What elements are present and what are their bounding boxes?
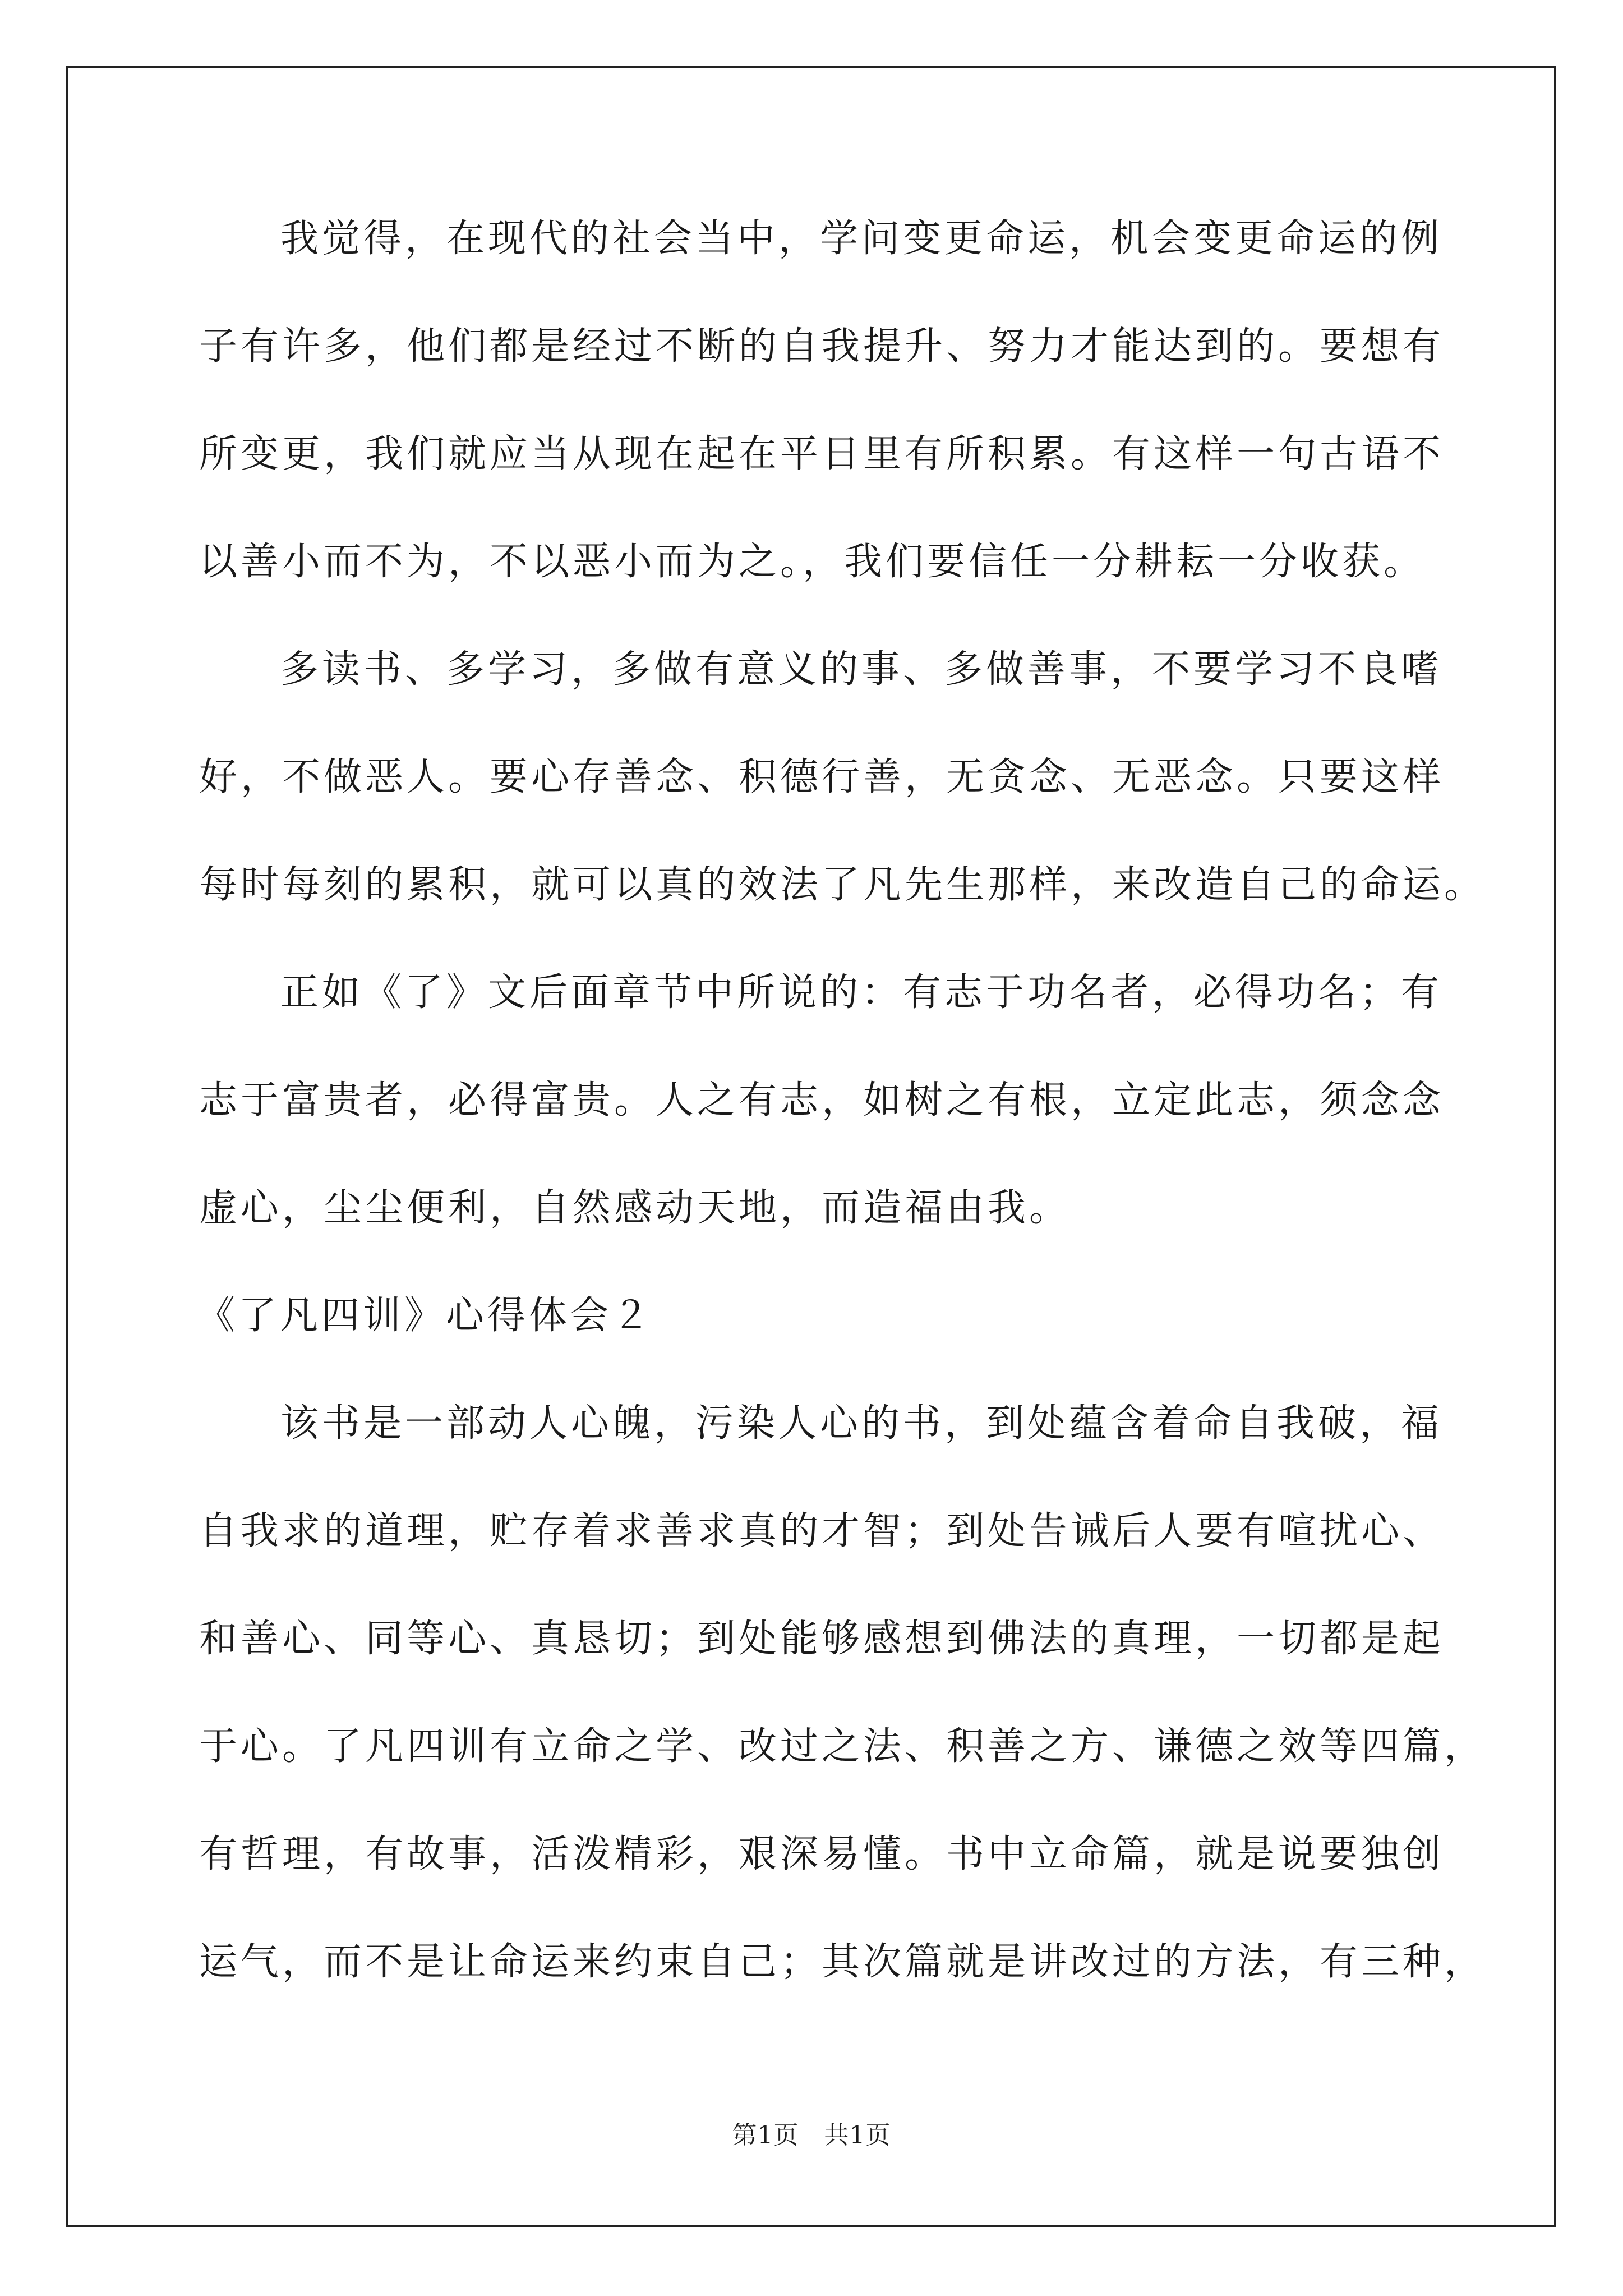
paragraph-line: 和善心、同等心、真恳切；到处能够感想到佛法的真理，一切都是起 [199,1617,1445,1661]
paragraph-line: 多读书、多学习，多做有意义的事、多做善事，不要学习不良嗜 [280,647,1443,692]
paragraph-line: 子有许多，他们都是经过不断的自我提升、努力才能达到的。要想有 [199,324,1445,369]
paragraph-line: 以善小而不为，不以恶小而为之。，我们要信任一分耕耘一分收获。 [199,540,1426,584]
paragraph-line: 虚心，尘尘便利，自然感动天地，而造福由我。 [199,1186,1071,1230]
paragraph-line: 运气，而不是让命运来约束自己；其次篇就是讲改过的方法，有三种， [199,1940,1486,1984]
page-number-footer: 第1页 共1页 [732,2121,891,2150]
paragraph-line: 自我求的道理，贮存着求善求真的才智；到处告诫后人要有喧扰心、 [199,1509,1445,1553]
section-heading: 《了凡四训》心得体会２ [197,1294,654,1338]
paragraph-line: 正如《了》文后面章节中所说的：有志于功名者，必得功名；有 [280,970,1443,1015]
paragraph-line: 有哲理，有故事，活泼精彩，艰深易懂。书中立命篇，就是说要独创 [199,1832,1445,1876]
paragraph-line: 志于富贵者，必得富贵。人之有志，如树之有根，立定此志，须念念 [199,1078,1445,1122]
document-body [197,185,1486,2016]
paragraph-line: 好，不做恶人。要心存善念、积德行善，无贪念、无恶念。只要这样 [199,755,1445,799]
paragraph-line: 我觉得，在现代的社会当中，学问变更命运，机会变更命运的例 [280,217,1443,261]
paragraph-line: 于心。了凡四训有立命之学、改过之法、积善之方、谦德之效等四篇， [199,1724,1486,1769]
paragraph-line: 每时每刻的累积，就可以真的效法了凡先生那样，来改造自己的命运。 [199,863,1486,907]
paragraph-line: 该书是一部动人心魄，污染人心的书，到处蕴含着命自我破，福 [280,1401,1443,1446]
paragraph-line: 所变更，我们就应当从现在起在平日里有所积累。有这样一句古语不 [199,432,1445,476]
